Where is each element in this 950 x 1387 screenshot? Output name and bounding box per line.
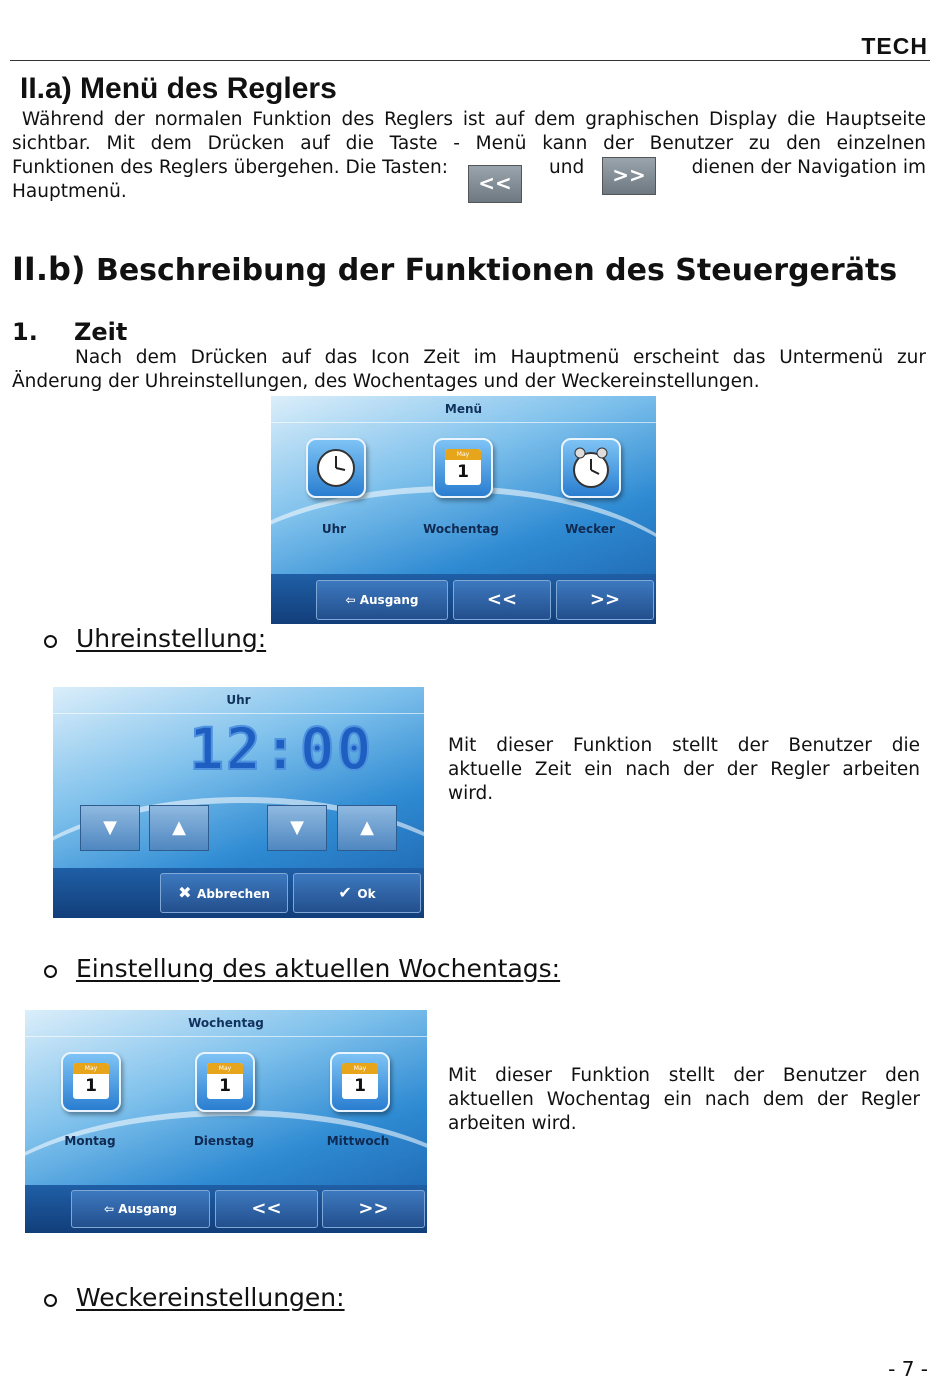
cal-month: May bbox=[73, 1063, 109, 1074]
cal-day: 1 bbox=[85, 1076, 97, 1096]
menu-screen-title: Menü bbox=[444, 402, 483, 416]
weekday-desc-line3: arbeiten wird. bbox=[448, 1113, 577, 1134]
title-divider bbox=[25, 1036, 427, 1037]
bullet-dot bbox=[44, 635, 57, 648]
tech-logo: TECH bbox=[861, 33, 928, 59]
bullet-dot bbox=[44, 965, 57, 978]
bullet-wochentag bbox=[76, 954, 560, 983]
cal-day: 1 bbox=[457, 462, 469, 482]
minute-down-button: ▼ bbox=[267, 805, 327, 851]
page-number: - 7 - bbox=[888, 1357, 928, 1381]
item-number: 1. bbox=[12, 318, 38, 346]
day-label-dienstag: Dienstag bbox=[193, 1134, 255, 1148]
item-title: Zeit bbox=[74, 318, 128, 346]
section-b-title bbox=[12, 250, 897, 288]
header-rule bbox=[10, 60, 930, 61]
menu-label-wecker: Wecker bbox=[565, 522, 615, 536]
section-a-line4: Hauptmenü. bbox=[12, 181, 127, 202]
hour-down-button: ▼ bbox=[80, 805, 140, 851]
time-display: 12:00 bbox=[189, 715, 374, 783]
clock-desc-line1: Mit dieser Funktion stellt der Benutzer die bbox=[448, 735, 920, 756]
calendar-icon bbox=[330, 1052, 390, 1112]
menu-label-uhr: Uhr bbox=[321, 522, 347, 536]
bullet-label: Weckereinstellungen: bbox=[76, 1283, 345, 1312]
title-divider bbox=[271, 422, 656, 423]
day-label-mittwoch: Mittwoch bbox=[326, 1134, 390, 1148]
menu-screen-image bbox=[271, 396, 656, 624]
clock-description bbox=[448, 734, 920, 806]
cancel-icon: ✖ bbox=[178, 883, 198, 902]
section-a-line3-c: dienen der Navigation im bbox=[691, 157, 926, 178]
ausgang-button: ⇦ Ausgang bbox=[71, 1190, 210, 1228]
zeit-line1: Nach dem Drücken auf das Icon Zeit im Hauptmenü erscheint das Untermenü zur bbox=[75, 347, 926, 368]
calendar-icon bbox=[61, 1052, 121, 1112]
section-a-line2: sichtbar. Mit dem Drücken auf die Taste - Menü kann der Benutzer zu den einzelnen bbox=[12, 133, 926, 154]
hour-up-button: ▲ bbox=[149, 805, 209, 851]
calendar-icon bbox=[195, 1052, 255, 1112]
weekday-desc-line2: aktuellen Wochentag ein nach dem der Regler bbox=[448, 1089, 920, 1110]
cal-day: 1 bbox=[354, 1076, 366, 1096]
day-label-montag: Montag bbox=[64, 1134, 116, 1148]
cal-day: 1 bbox=[219, 1076, 231, 1096]
next-button: >> bbox=[322, 1190, 425, 1228]
weekday-screen-image bbox=[25, 1010, 427, 1233]
ok-button: ✔ Ok bbox=[293, 873, 421, 913]
section-a-title: II.a) Menü des Reglers bbox=[20, 72, 337, 105]
ausgang-button: ⇦ Ausgang bbox=[316, 580, 448, 620]
section-a-line1: Während der normalen Funktion des Reglers ist auf dem graphischen Display die Hauptseite bbox=[12, 109, 926, 130]
item-zeit-heading bbox=[12, 318, 127, 346]
clock-desc-line3: wird. bbox=[448, 783, 494, 804]
prev-nav-button-image: << bbox=[468, 165, 522, 203]
cal-month: May bbox=[342, 1063, 378, 1074]
bullet-uhreinstellung bbox=[76, 624, 266, 653]
section-a-line3-b: und bbox=[549, 157, 585, 178]
clock-button-bar bbox=[53, 868, 424, 918]
next-button: >> bbox=[556, 580, 654, 620]
section-b-prefix: II.b) bbox=[12, 250, 86, 288]
next-nav-button-image: >> bbox=[602, 157, 656, 195]
clock-screen-image bbox=[53, 687, 424, 918]
abbrechen-button: ✖ Abbrechen bbox=[160, 873, 288, 913]
cal-month: May bbox=[207, 1063, 243, 1074]
section-b-heading: Beschreibung der Funktionen des Steuergeräts bbox=[95, 253, 898, 288]
weekday-screen-title: Wochentag bbox=[188, 1016, 264, 1030]
check-icon: ✔ bbox=[338, 883, 358, 902]
zeit-paragraph bbox=[12, 346, 926, 394]
menu-label-wochentag: Wochentag bbox=[423, 522, 499, 536]
prev-button: << bbox=[215, 1190, 318, 1228]
calendar-icon bbox=[433, 438, 493, 498]
exit-icon: ⇦ bbox=[345, 593, 360, 607]
weekday-button-bar bbox=[25, 1185, 427, 1233]
clock-screen-title: Uhr bbox=[226, 693, 251, 707]
exit-icon: ⇦ bbox=[103, 1202, 119, 1216]
section-a-line3-a: Funktionen des Reglers übergehen. Die Tasten: bbox=[12, 157, 448, 178]
weekday-description bbox=[448, 1064, 920, 1136]
bullet-label: Uhreinstellung: bbox=[76, 624, 267, 653]
cal-month: May bbox=[445, 449, 481, 460]
weekday-desc-line1: Mit dieser Funktion stellt der Benutzer den bbox=[448, 1065, 920, 1086]
alarm-clock-icon bbox=[561, 438, 621, 498]
zeit-line2: Änderung der Uhreinstellungen, des Wochentages und der Weckereinstellungen. bbox=[12, 371, 760, 392]
prev-button: << bbox=[453, 580, 551, 620]
clock-desc-line2: aktuelle Zeit ein nach der der Regler arbeiten bbox=[448, 759, 920, 780]
minute-up-button: ▲ bbox=[337, 805, 397, 851]
title-divider bbox=[53, 713, 424, 714]
bullet-dot bbox=[44, 1294, 57, 1307]
clock-icon bbox=[306, 438, 366, 498]
menu-button-bar bbox=[271, 574, 656, 624]
bullet-weckereinstellungen bbox=[76, 1283, 345, 1312]
bullet-label: Einstellung des aktuellen Wochentags: bbox=[76, 954, 561, 983]
